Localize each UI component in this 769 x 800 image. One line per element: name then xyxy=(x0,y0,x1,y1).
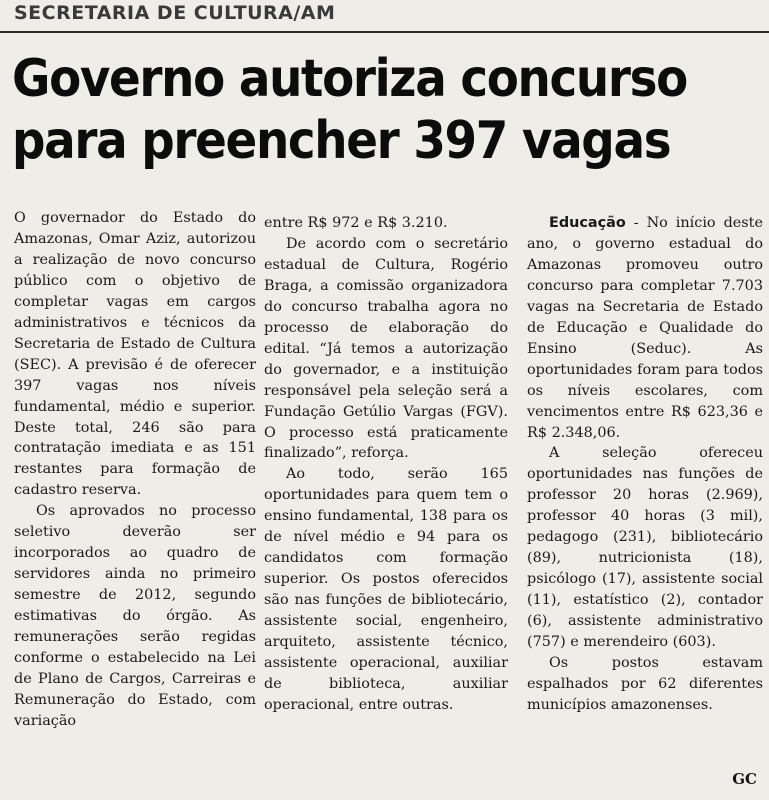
paragraph xyxy=(527,213,763,443)
kicker-rule xyxy=(0,31,769,33)
paragraph-text: - No início deste ano, o governo estadual do Amazonas promoveu outro concurso para completar 7.703 vagas na Secretaria de Estado de Educação e Qualidade do Ensino (Seduc). As oportunidades foram para todos os níveis escolares, com vencimentos entre R$ 623,36 e R$ 2.348,06. xyxy=(527,215,763,441)
column-3 xyxy=(527,213,763,716)
paragraph: A seleção ofereceu oportunidades nas funções de professor 20 horas (2.969), professor 40 horas (3 mil), pedagogo (231), bibliotecário (89), nutricionista (18), psicólogo (17), assistente social (11), estatístico (2), contador (6), assistente administrativo (757) e merendeiro (603). xyxy=(527,445,763,651)
paragraph: Os aprovados no processo seletivo deverão ser incorporados ao quadro de servidores ainda no primeiro semestre de 2012, segundo estimativas do órgão. As remunerações serão regidas conforme o estabelecido na Lei de Plano de Cargos, Carreiras e Remuneração do Estado, com variação xyxy=(14,503,256,729)
section-kicker: SECRETARIA DE CULTURA/AM xyxy=(14,2,336,24)
column-1 xyxy=(14,208,256,732)
paragraph: entre R$ 972 e R$ 3.210. xyxy=(264,215,448,231)
paragraph: Ao todo, serão 165 oportunidades para quem tem o ensino fundamental, 138 para os de nível médio e 94 para os candidatos com formação superior. Os postos oferecidos são nas funções de bibliotecário, assistente social, engenheiro, arquiteto, assistente técnico, assistente operacional, auxiliar de biblioteca, auxiliar operacional, entre outras. xyxy=(264,466,508,713)
column-2 xyxy=(264,213,508,716)
paragraph: O governador do Estado do Amazonas, Omar Aziz, autorizou a realização de novo concurso público com o objetivo de completar vagas em cargos administrativos e técnicos da Secretaria de Estado de Cultura (SEC). A previsão é de oferecer 397 vagas nos níveis fundamental, médio e superior. Deste total, 246 são para contratação imediata e as 151 restantes para formação de cadastro reserva. xyxy=(14,210,256,499)
headline-line-1: Governo autoriza concurso xyxy=(12,49,687,109)
headline xyxy=(12,48,687,172)
subheading: Educação xyxy=(549,215,626,231)
author-signature: GC xyxy=(732,770,757,788)
paragraph: Os postos estavam espalhados por 62 diferentes municípios amazonenses. xyxy=(527,655,763,713)
headline-line-2: para preencher 397 vagas xyxy=(12,111,671,171)
paragraph: De acordo com o secretário estadual de Cultura, Rogério Braga, a comissão organizadora do concurso trabalha agora no processo de elaboração do edital. “Já temos a autorização do governador, e a instituição responsável pela seleção será a Fundação Getúlio Vargas (FGV). O processo está praticamente finalizado”, reforça. xyxy=(264,235,508,462)
